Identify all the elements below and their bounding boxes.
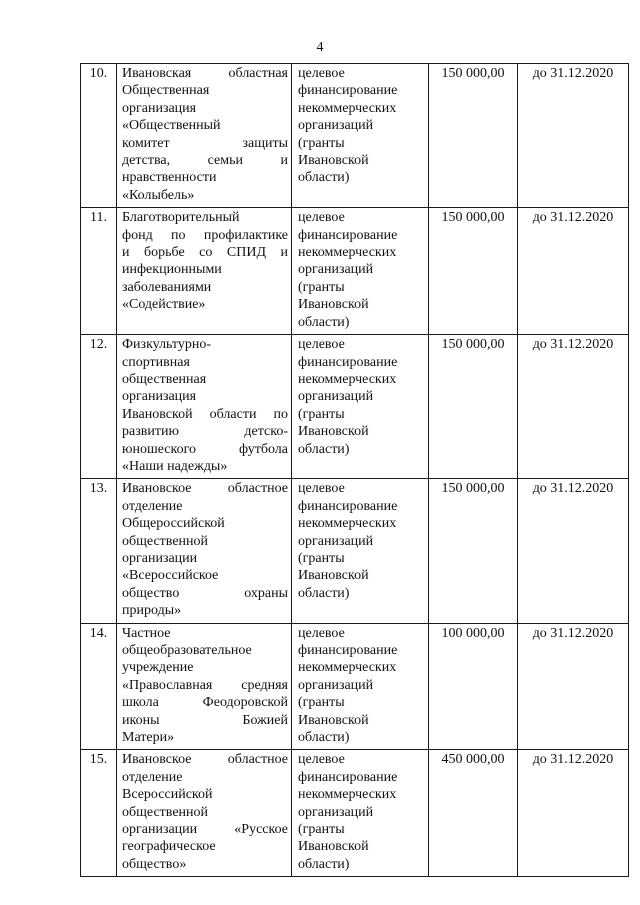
organization-line: заболеваниями — [122, 279, 212, 295]
organization-line: Частное — [122, 625, 171, 641]
row-number: 14. — [81, 623, 117, 750]
purpose-line: области) — [298, 585, 350, 601]
organization-line: иконы Божией — [122, 712, 288, 728]
amount-cell: 150 000,00 — [429, 64, 518, 208]
purpose-line: организаций — [298, 118, 374, 134]
organization-line: отделение — [122, 498, 183, 514]
table-row — [81, 479, 629, 623]
purpose-line: некоммерческих — [298, 660, 397, 676]
organization-cell — [117, 623, 292, 750]
organization-line: Ивановской области по — [122, 406, 288, 422]
purpose-line: целевое — [298, 337, 345, 353]
purpose-line: Ивановской — [298, 839, 369, 855]
amount-cell: 450 000,00 — [429, 750, 518, 877]
organization-cell — [117, 479, 292, 623]
organization-line: спортивная — [122, 354, 190, 370]
term-cell: до 31.12.2020 — [518, 335, 629, 479]
organization-line: отделение — [122, 769, 183, 785]
organization-cell — [117, 208, 292, 335]
organization-line: «Колыбель» — [122, 187, 195, 203]
organization-line: и борьбе со СПИД и — [122, 245, 288, 261]
purpose-line: (гранты — [298, 279, 345, 295]
purpose-line: организаций — [298, 262, 374, 278]
row-number: 12. — [81, 335, 117, 479]
organization-line: комитет защиты — [122, 135, 288, 151]
organization-line: организации «Русское — [122, 822, 288, 838]
purpose-line: некоммерческих — [298, 787, 397, 803]
purpose-line: Ивановской — [298, 297, 369, 313]
organization-line: «Православная средняя — [122, 677, 288, 693]
purpose-line: целевое — [298, 210, 345, 226]
purpose-line: целевое — [298, 66, 345, 81]
purpose-cell — [292, 750, 429, 877]
purpose-line: организаций — [298, 804, 374, 820]
purpose-line: финансирование — [298, 498, 398, 514]
purpose-line: целевое — [298, 625, 345, 641]
table-row — [81, 623, 629, 750]
organization-line: школа Феодоровской — [122, 695, 288, 711]
purpose-line: (гранты — [298, 695, 345, 711]
purpose-line: области) — [298, 730, 350, 746]
amount-cell: 150 000,00 — [429, 208, 518, 335]
purpose-cell — [292, 208, 429, 335]
purpose-line: финансирование — [298, 769, 398, 785]
purpose-cell — [292, 64, 429, 208]
table-row — [81, 64, 629, 208]
purpose-line: области) — [298, 441, 350, 457]
organization-line: Общероссийской — [122, 516, 225, 532]
grants-table-body — [81, 64, 629, 877]
grants-table — [80, 63, 629, 877]
row-number: 11. — [81, 208, 117, 335]
purpose-line: некоммерческих — [298, 516, 397, 532]
organization-cell — [117, 64, 292, 208]
purpose-cell — [292, 479, 429, 623]
organization-cell — [117, 335, 292, 479]
purpose-line: финансирование — [298, 83, 398, 99]
table-row — [81, 335, 629, 479]
page-number: 4 — [316, 40, 324, 55]
term-cell: до 31.12.2020 — [518, 208, 629, 335]
purpose-line: области) — [298, 314, 350, 330]
purpose-line: финансирование — [298, 354, 398, 370]
organization-line: Ивановское областное — [122, 752, 288, 768]
organization-line: общественной — [122, 533, 209, 549]
purpose-line: целевое — [298, 481, 345, 497]
organization-line: общественной — [122, 804, 209, 820]
organization-line: общество охраны — [122, 585, 288, 601]
purpose-cell — [292, 335, 429, 479]
amount-cell: 150 000,00 — [429, 479, 518, 623]
purpose-line: некоммерческих — [298, 371, 397, 387]
organization-line: учреждение — [122, 660, 194, 676]
organization-line: Ивановская областная — [122, 66, 288, 81]
purpose-line: финансирование — [298, 643, 398, 658]
purpose-cell — [292, 623, 429, 750]
organization-line: Всероссийской — [122, 787, 213, 803]
row-number: 13. — [81, 479, 117, 623]
organization-line: организации — [122, 550, 198, 566]
organization-line: «Общественный — [122, 118, 221, 134]
term-cell: до 31.12.2020 — [518, 750, 629, 877]
purpose-line: финансирование — [298, 227, 398, 243]
amount-cell: 100 000,00 — [429, 623, 518, 750]
purpose-line: области) — [298, 170, 350, 186]
organization-line: Ивановское областное — [122, 481, 288, 497]
organization-line: «Наши надежды» — [122, 458, 228, 474]
purpose-line: области) — [298, 856, 350, 872]
row-number: 15. — [81, 750, 117, 877]
organization-line: нравственности — [122, 170, 217, 186]
purpose-line: Ивановской — [298, 568, 369, 584]
organization-line: общество» — [122, 856, 187, 872]
term-cell: до 31.12.2020 — [518, 623, 629, 750]
purpose-line: (гранты — [298, 135, 345, 151]
organization-cell — [117, 750, 292, 877]
purpose-line: организаций — [298, 533, 374, 549]
purpose-line: Ивановской — [298, 712, 369, 728]
organization-line: организация — [122, 100, 197, 116]
organization-line: общественная — [122, 371, 207, 387]
organization-line: «Всероссийское — [122, 568, 219, 584]
purpose-line: организаций — [298, 389, 374, 405]
organization-line: общеобразовательное — [122, 643, 252, 658]
organization-line: Общественная — [122, 83, 210, 99]
purpose-line: организаций — [298, 677, 374, 693]
purpose-line: (гранты — [298, 822, 345, 838]
purpose-line: Ивановской — [298, 424, 369, 440]
purpose-line: некоммерческих — [298, 100, 397, 116]
table-row — [81, 750, 629, 877]
organization-line: юношеского футбола — [122, 441, 288, 457]
organization-line: инфекционными — [122, 262, 222, 278]
term-cell: до 31.12.2020 — [518, 479, 629, 623]
organization-line: природы» — [122, 603, 182, 619]
organization-line: Благотворительный — [122, 210, 240, 226]
organization-line: Физкультурно- — [122, 337, 211, 353]
organization-line: развитию детско- — [122, 424, 288, 440]
organization-line: «Содействие» — [122, 297, 206, 313]
amount-cell: 150 000,00 — [429, 335, 518, 479]
purpose-line: Ивановской — [298, 153, 369, 169]
row-number: 10. — [81, 64, 117, 208]
purpose-line: целевое — [298, 752, 345, 768]
purpose-line: (гранты — [298, 406, 345, 422]
organization-line: детства, семьи и — [122, 153, 288, 169]
term-cell: до 31.12.2020 — [518, 64, 629, 208]
organization-line: фонд по профилактике — [122, 227, 288, 243]
organization-line: организация — [122, 389, 197, 405]
organization-line: географическое — [122, 839, 216, 855]
table-row — [81, 208, 629, 335]
purpose-line: некоммерческих — [298, 245, 397, 261]
purpose-line: (гранты — [298, 550, 345, 566]
organization-line: Матери» — [122, 730, 175, 746]
